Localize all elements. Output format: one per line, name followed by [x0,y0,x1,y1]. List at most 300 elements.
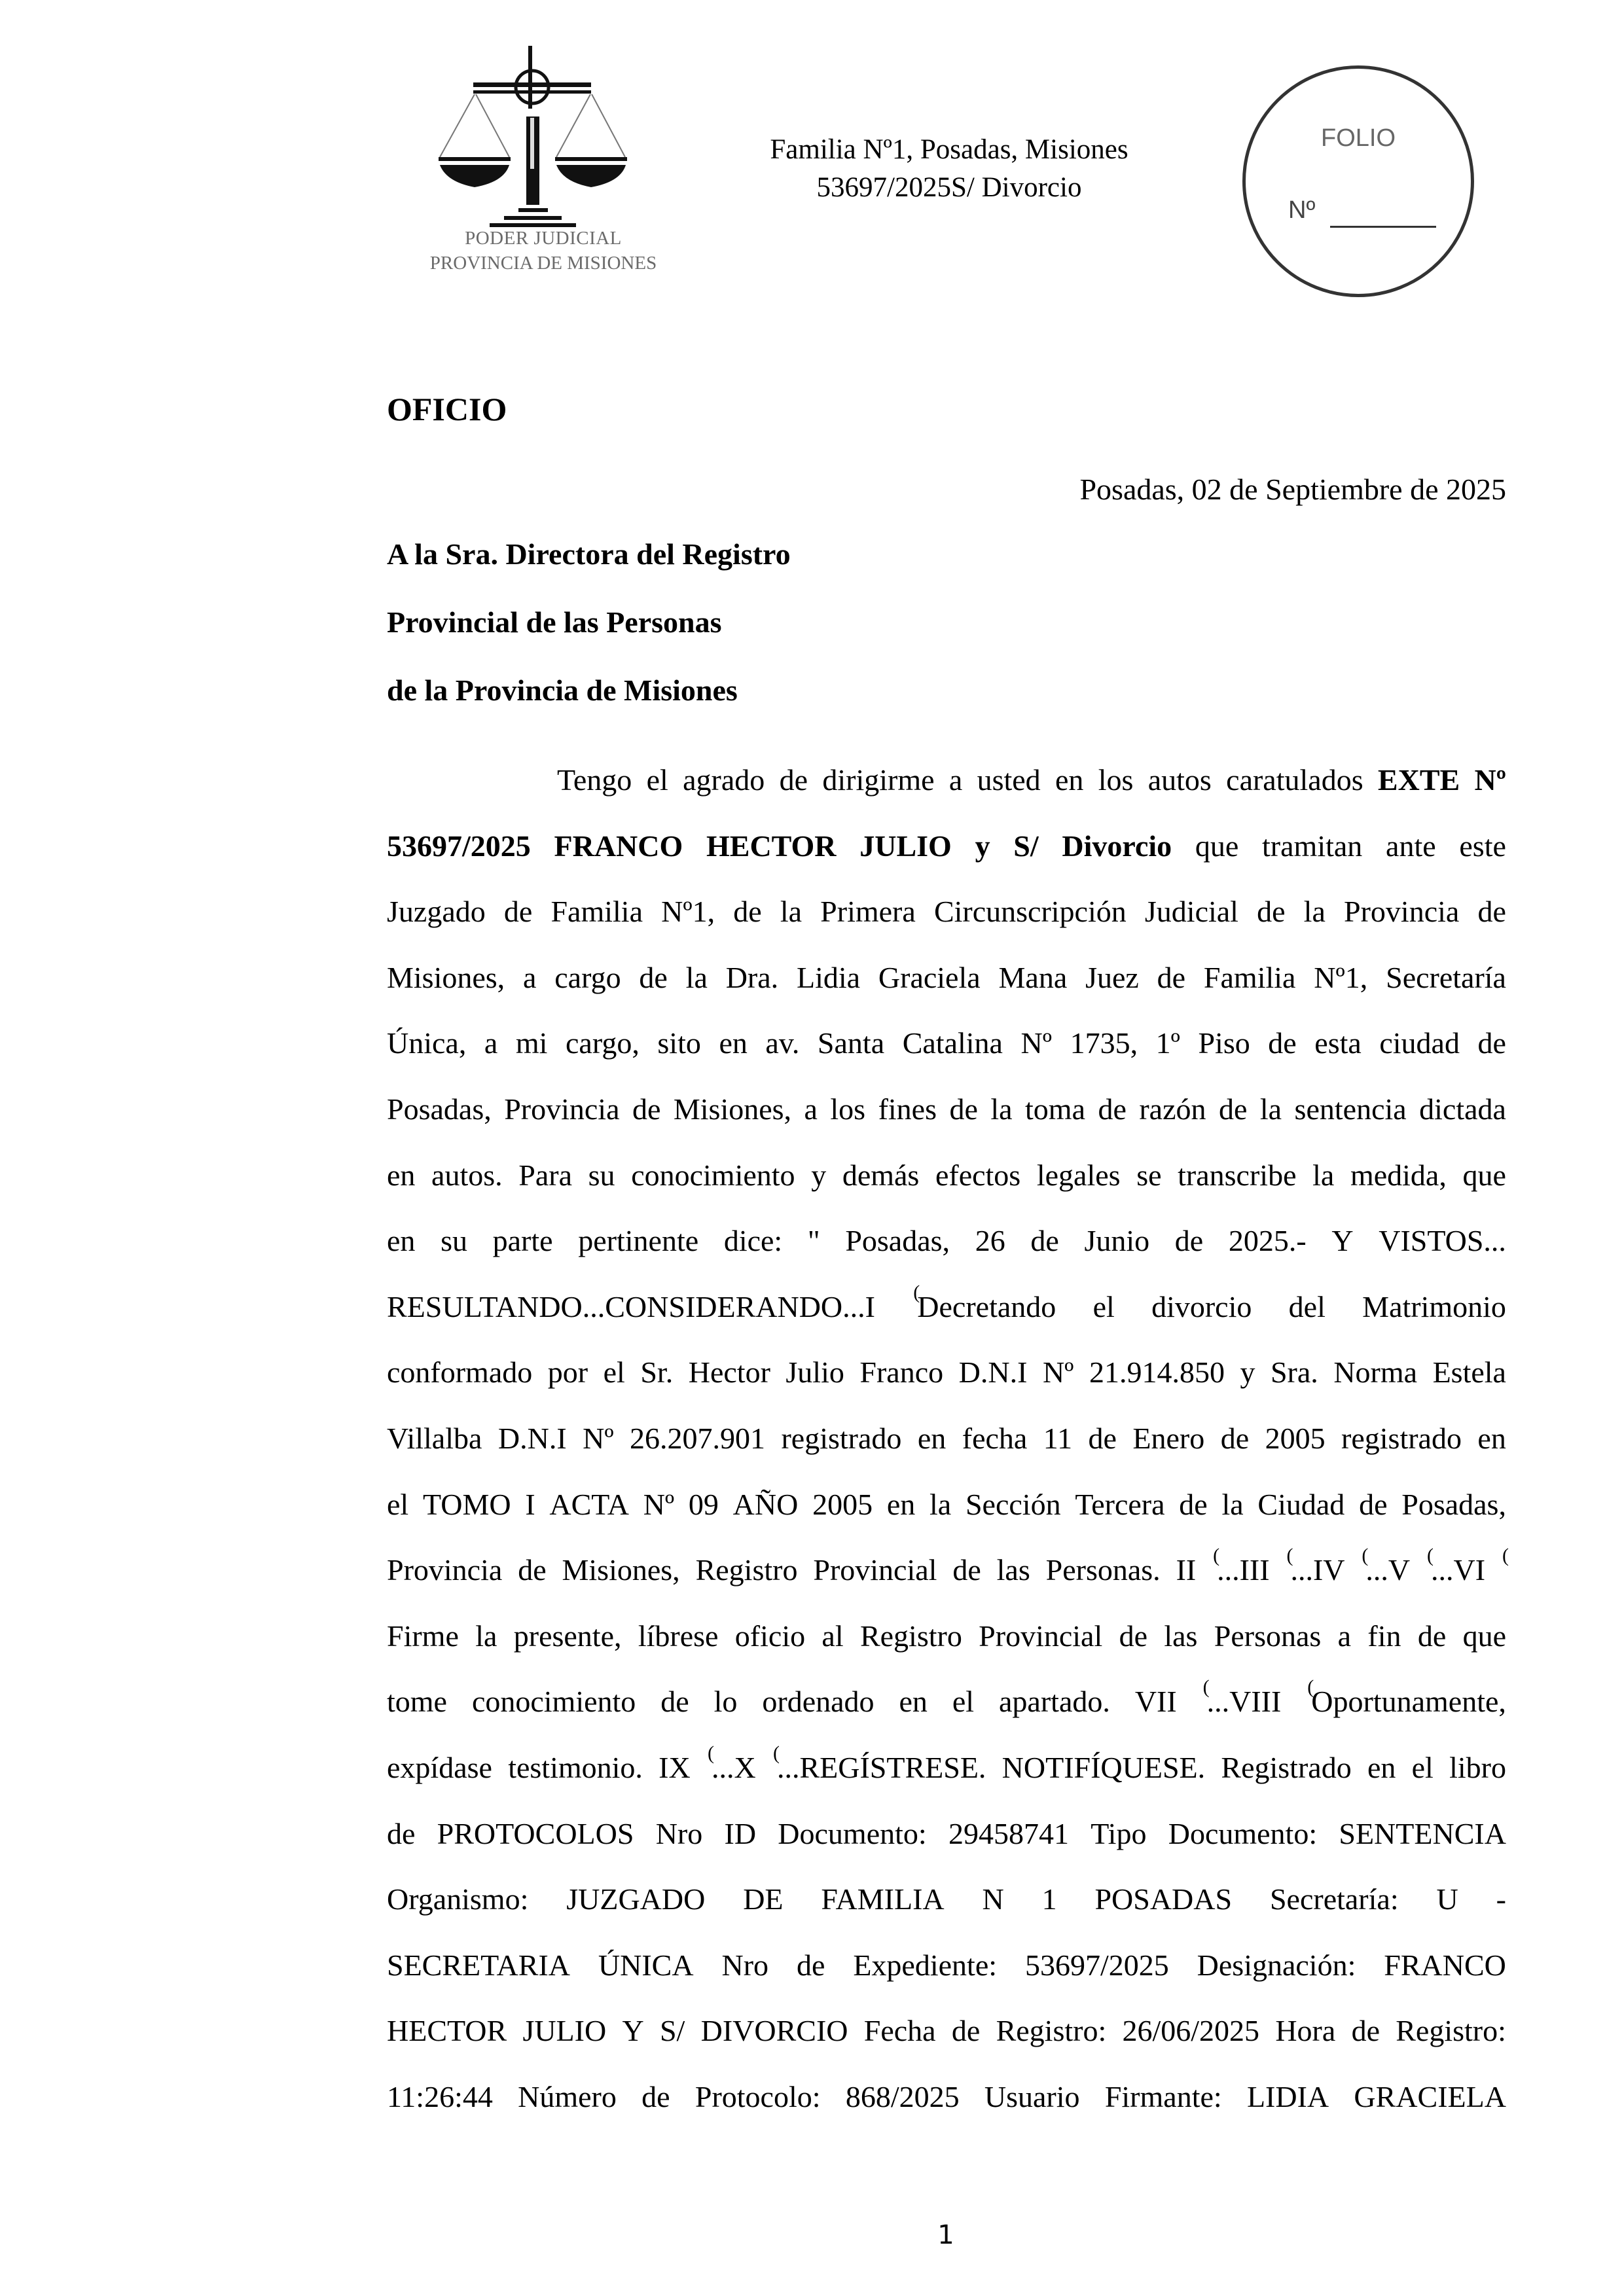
header-court-line: Familia Nº1, Posadas, Misiones [770,134,1128,165]
body-word [387,1022,466,1088]
text: Número [518,2079,617,2113]
text: su [588,1158,615,1192]
text: Hora [1275,2014,1336,2048]
text: el [952,1685,975,1719]
text: de [949,1092,978,1126]
body-word [660,2010,685,2076]
text: Documento: [1168,1816,1318,1850]
body-word [918,1418,946,1484]
body-line [387,1484,1506,1550]
body-word [990,1088,1012,1155]
body-word [1105,2076,1222,2142]
body-word [772,1742,986,1813]
text: el [1092,1289,1115,1323]
text: del [1288,1289,1326,1323]
text: Sra. [1270,1355,1318,1390]
text: fecha [962,1421,1028,1455]
text: PROTOCOLOS [437,1816,634,1850]
body-word [437,1813,634,1879]
body-word [387,891,486,957]
text: 1735, [1070,1026,1138,1060]
text: 1º [1155,1026,1180,1060]
text: Judicial [1144,895,1238,929]
text: en [719,1026,748,1060]
body-word [387,1352,532,1418]
text: Organismo: [387,1882,529,1916]
body-word [808,1220,820,1286]
text: ...VI [1431,1553,1486,1587]
text: la [929,1487,952,1521]
text: en [886,1487,916,1521]
body-word [1098,759,1134,825]
body-word [604,1352,625,1418]
document-date: Posadas, 02 de Septiembre de 2025 [1079,473,1506,506]
body-word [1285,1545,1345,1615]
text: - [1496,1882,1506,1916]
body-word [899,1681,927,1747]
text: conformado [387,1355,533,1390]
text: Designación: [1197,1948,1356,1982]
body-word [522,2010,606,2076]
body-line [387,2076,1506,2142]
body-line [387,1022,1506,1088]
text: la [1303,895,1326,929]
body-word [887,1484,915,1550]
body-word [726,957,778,1023]
text: de [632,1092,661,1126]
body-word [1084,1220,1149,1286]
text: Matrimonio [1362,1289,1506,1323]
text: Junio [1084,1224,1150,1258]
text: y [1240,1355,1255,1390]
body-word [1350,1155,1447,1221]
body-word [1119,1615,1147,1681]
body-word [797,1945,825,2011]
text: de [641,2079,670,2113]
body-word [878,957,981,1023]
text: Protocolo: [695,2079,821,2113]
text: la [1312,1158,1335,1192]
body-word [804,1088,818,1155]
body-word [1367,1615,1401,1681]
body-word [1304,891,1326,957]
body-word [952,1681,974,1747]
text: 53697/2025 [1024,1948,1169,1982]
text: de [1477,1026,1506,1060]
text: la [990,1092,1013,1126]
text: Catalina [902,1026,1003,1060]
text: Tercera [1075,1487,1165,1521]
body-word [1025,1945,1169,2011]
body-word [475,1615,497,1681]
superscript-mark: ( [1307,1676,1314,1698]
body-line [387,1088,1506,1155]
body-word [975,825,990,891]
superscript-mark: ( [1362,1545,1369,1567]
body-word [1260,1088,1282,1155]
text: usted [977,763,1041,797]
body-word [508,1747,643,1813]
body-word [683,759,765,825]
text: DIVORCIO [700,2014,848,2048]
body-word [1085,957,1139,1023]
body-word [818,1022,884,1088]
text: de [779,763,808,797]
body-word [1025,1088,1085,1155]
text: Provincia [387,1553,503,1587]
body-line [387,1418,1506,1484]
text: Santa [817,1026,885,1060]
body-word [977,759,1041,825]
body-word [1270,1878,1399,1945]
body-word [1132,1418,1204,1484]
text: Misiones, [673,1092,792,1126]
text: Documento: [778,1816,927,1850]
text: a [804,1092,818,1126]
text: Registro [859,1619,962,1653]
text: su [441,1224,467,1258]
text: AÑO [732,1487,799,1521]
body-word [949,1088,977,1155]
text: por [547,1355,588,1390]
body-word [1136,1155,1161,1221]
body-word [1075,1484,1164,1550]
body-line [387,1220,1506,1286]
body-word [1314,1022,1362,1088]
body-word [1339,1813,1506,1879]
body-word [387,1484,408,1550]
body-word [1262,825,1362,891]
text: Piso [1198,1026,1250,1060]
text: Dra. [725,960,779,994]
text: 868/2025 [845,2079,960,2113]
text: ...X [711,1750,756,1784]
body-word [1089,1352,1225,1418]
text: en [387,1224,416,1258]
folio-circle [1242,65,1474,297]
folio-number-blank [1330,226,1436,228]
body-word [1139,1088,1206,1155]
body-word [423,1484,511,1550]
body-line [387,1945,1506,2011]
text: presente, [513,1619,622,1653]
text: Única, [387,1026,467,1060]
text: Firme [387,1619,459,1653]
body-word [550,891,643,957]
body-word [1386,957,1506,1023]
text: en [1367,1750,1396,1784]
text: Personas. [1045,1553,1161,1587]
text: en [899,1685,928,1719]
text: IX [659,1750,691,1784]
body-word [588,1155,615,1221]
body-word [498,1418,567,1484]
body-word [1477,1418,1506,1484]
text: razón [1139,1092,1206,1126]
text: de [796,1948,825,1982]
body-word [1178,1155,1296,1221]
body-word [714,1681,738,1747]
body-word [1426,1545,1486,1615]
body-word [484,1022,497,1088]
body-word [1478,1022,1506,1088]
body-word [1379,1022,1460,1088]
text: S/ [659,2014,685,2048]
text: el [1411,1750,1434,1784]
court-logo [393,26,694,288]
text: ...V [1365,1553,1411,1587]
body-word [1436,1878,1458,1945]
body-word [999,1681,1110,1747]
body-word [387,1286,875,1352]
body-word [387,1681,447,1747]
body-word [656,1813,703,1879]
text: de [1179,1487,1208,1521]
body-word [1338,1615,1351,1681]
body-word [1331,1220,1353,1286]
body-word [1271,1352,1318,1418]
text: registrado [781,1421,902,1455]
body-line [387,1676,1506,1747]
text: tome [387,1685,447,1719]
body-word [812,1484,873,1550]
superscript-mark: ( [707,1742,714,1764]
text: la [1221,1487,1244,1521]
logo-text-poder-judicial: PODER JUDICIAL [465,228,622,249]
body-word [1240,1352,1255,1418]
text: GRACIELA [1354,2079,1506,2113]
text: Nº1, [661,895,715,929]
text: conocimiento [471,1685,636,1719]
body-word [820,891,916,957]
text: de [639,960,668,994]
text: Norma [1333,1355,1418,1390]
text: VII [1134,1685,1177,1719]
text: apartado. [999,1685,1110,1719]
text: 2025.- [1228,1224,1307,1258]
text: de [951,2014,981,2048]
text: el [646,763,668,797]
text: Sección [965,1487,1061,1521]
text: sentencia [1294,1092,1407,1126]
body-word [1212,1545,1270,1615]
text: Firmante: [1104,2079,1222,2113]
body-word [441,1220,467,1286]
text: av. [765,1026,800,1060]
text: de [1098,1092,1127,1126]
text: Provincial [813,1553,937,1587]
text: 11:26:44 [387,2079,493,2113]
text: HECTOR [387,2014,507,2048]
body-word [934,891,1127,957]
body-word [387,825,531,891]
body-line [387,957,1506,1023]
body-word [566,1878,705,1945]
body-word [557,759,632,825]
body-word [952,1549,981,1615]
body-word [1091,1813,1146,1879]
text: los [1098,763,1134,797]
body-word [1275,2010,1335,2076]
text: I [525,1487,535,1521]
text: toma [1025,1092,1085,1126]
body-word [1204,957,1296,1023]
text: esta [1314,1026,1362,1060]
text: demás [842,1158,920,1192]
text: dirigirme [822,763,935,797]
body-word [1378,759,1460,825]
body-word [1030,1220,1058,1286]
text: Usuario [984,2079,1080,2113]
body-word [1475,759,1506,825]
text: Enero [1132,1421,1205,1455]
bold-text: S/ [1013,829,1039,863]
text: II [1176,1553,1197,1587]
body-word [1055,759,1083,825]
recipient-line: de la Provincia de Misiones [387,673,738,707]
text: libro [1449,1750,1506,1784]
text: en [387,1158,416,1192]
text: Posadas, [1401,1487,1506,1521]
text: cargo, [566,1026,640,1060]
text: Registro: [996,2014,1107,2048]
text: que [1462,1619,1506,1653]
body-word [638,1615,719,1681]
text: Registro [695,1553,798,1587]
body-word [1062,825,1172,891]
body-word [514,1615,622,1681]
body-word [632,1088,660,1155]
text: Nº [1020,1026,1053,1060]
body-word [878,1088,937,1155]
text: líbrese [638,1619,719,1653]
body-word [1157,957,1185,1023]
text: D.N.I [958,1355,1028,1390]
folio-number-label: Nº [1288,196,1316,224]
text: testimonio. [508,1750,643,1784]
text: Secretaría [1386,960,1506,994]
body-word [778,1813,926,1879]
text: al [821,1619,844,1653]
body-word [516,1022,548,1088]
text: registrado [1341,1421,1462,1455]
text: de [387,1816,416,1850]
text: conocimiento [631,1158,795,1192]
body-word [504,1088,619,1155]
text: la [475,1619,497,1653]
text: de [1477,895,1506,929]
body-word [853,1945,997,2011]
text: Juzgado [387,895,486,929]
superscript-mark: ( [1202,1676,1210,1698]
text: Familia [550,895,643,929]
body-word [830,1088,865,1155]
body-word [1164,1615,1197,1681]
text: ...III [1217,1553,1270,1587]
body-word [1362,1286,1506,1352]
body-word [660,1681,689,1747]
body-word [1145,891,1238,957]
body-word [1175,1220,1203,1286]
text: sito [657,1026,701,1060]
recipient-line: Provincial de las Personas [387,605,722,639]
text: en [1477,1421,1506,1455]
body-word [1360,1545,1411,1615]
body-word [762,1681,874,1747]
text: parte [492,1224,553,1258]
text: se [1136,1158,1162,1192]
text: la [685,960,708,994]
text: la [1259,1092,1282,1126]
logo-text-provincia: PROVINCIA DE MISIONES [429,253,657,274]
text: ordenado [762,1685,875,1719]
body-word [1043,1418,1072,1484]
superscript-mark: ( [1427,1545,1434,1567]
text: de [952,1553,981,1587]
body-word [1219,1088,1247,1155]
body-word [811,1155,826,1221]
body-word [387,1418,482,1484]
text: NOTIFÍQUESE. [1001,1750,1206,1784]
folio-title: FOLIO [1320,124,1396,152]
text: expídase [387,1750,492,1784]
body-word [598,1945,694,2011]
body-line [387,825,1506,891]
superscript-mark: ( [1502,1545,1509,1567]
body-word [387,1747,492,1813]
text: ...IV [1290,1553,1345,1587]
body-word [1379,1220,1506,1286]
body-word [1501,1545,1509,1615]
text: Estela [1432,1355,1506,1390]
body-word [1043,1352,1074,1418]
text: ID [724,1816,757,1850]
body-word [554,957,621,1023]
body-word [562,1549,680,1615]
body-word [1089,1418,1117,1484]
scales-of-justice-icon [393,26,694,229]
body-word [845,1220,950,1286]
body-word [1396,2010,1506,2076]
body-word [1226,759,1363,825]
body-word [689,1484,719,1550]
body-word [387,1615,459,1681]
body-word [733,891,761,957]
text: dictada [1419,1092,1506,1126]
text: 26.207.901 [630,1421,766,1455]
body-line [387,1352,1506,1418]
body-word [525,1484,535,1550]
body-word [643,1484,674,1550]
text: Franco [859,1355,944,1390]
text: D.N.I [497,1421,567,1455]
body-word [548,1352,588,1418]
body-word [1477,891,1506,957]
body-word [387,1220,415,1286]
body-word [1433,1352,1506,1418]
body-word [554,825,683,891]
text: de [1218,1092,1248,1126]
body-word [1042,1878,1057,1945]
text: SECRETARIA [387,1948,570,1982]
text: Expediente: [853,1948,998,1982]
text: 21.914.850 [1089,1355,1225,1390]
text: el [387,1487,409,1521]
body-word [1312,1155,1334,1221]
text: a [948,763,963,797]
text: 26 [975,1224,1005,1258]
recipient-block [387,533,791,738]
